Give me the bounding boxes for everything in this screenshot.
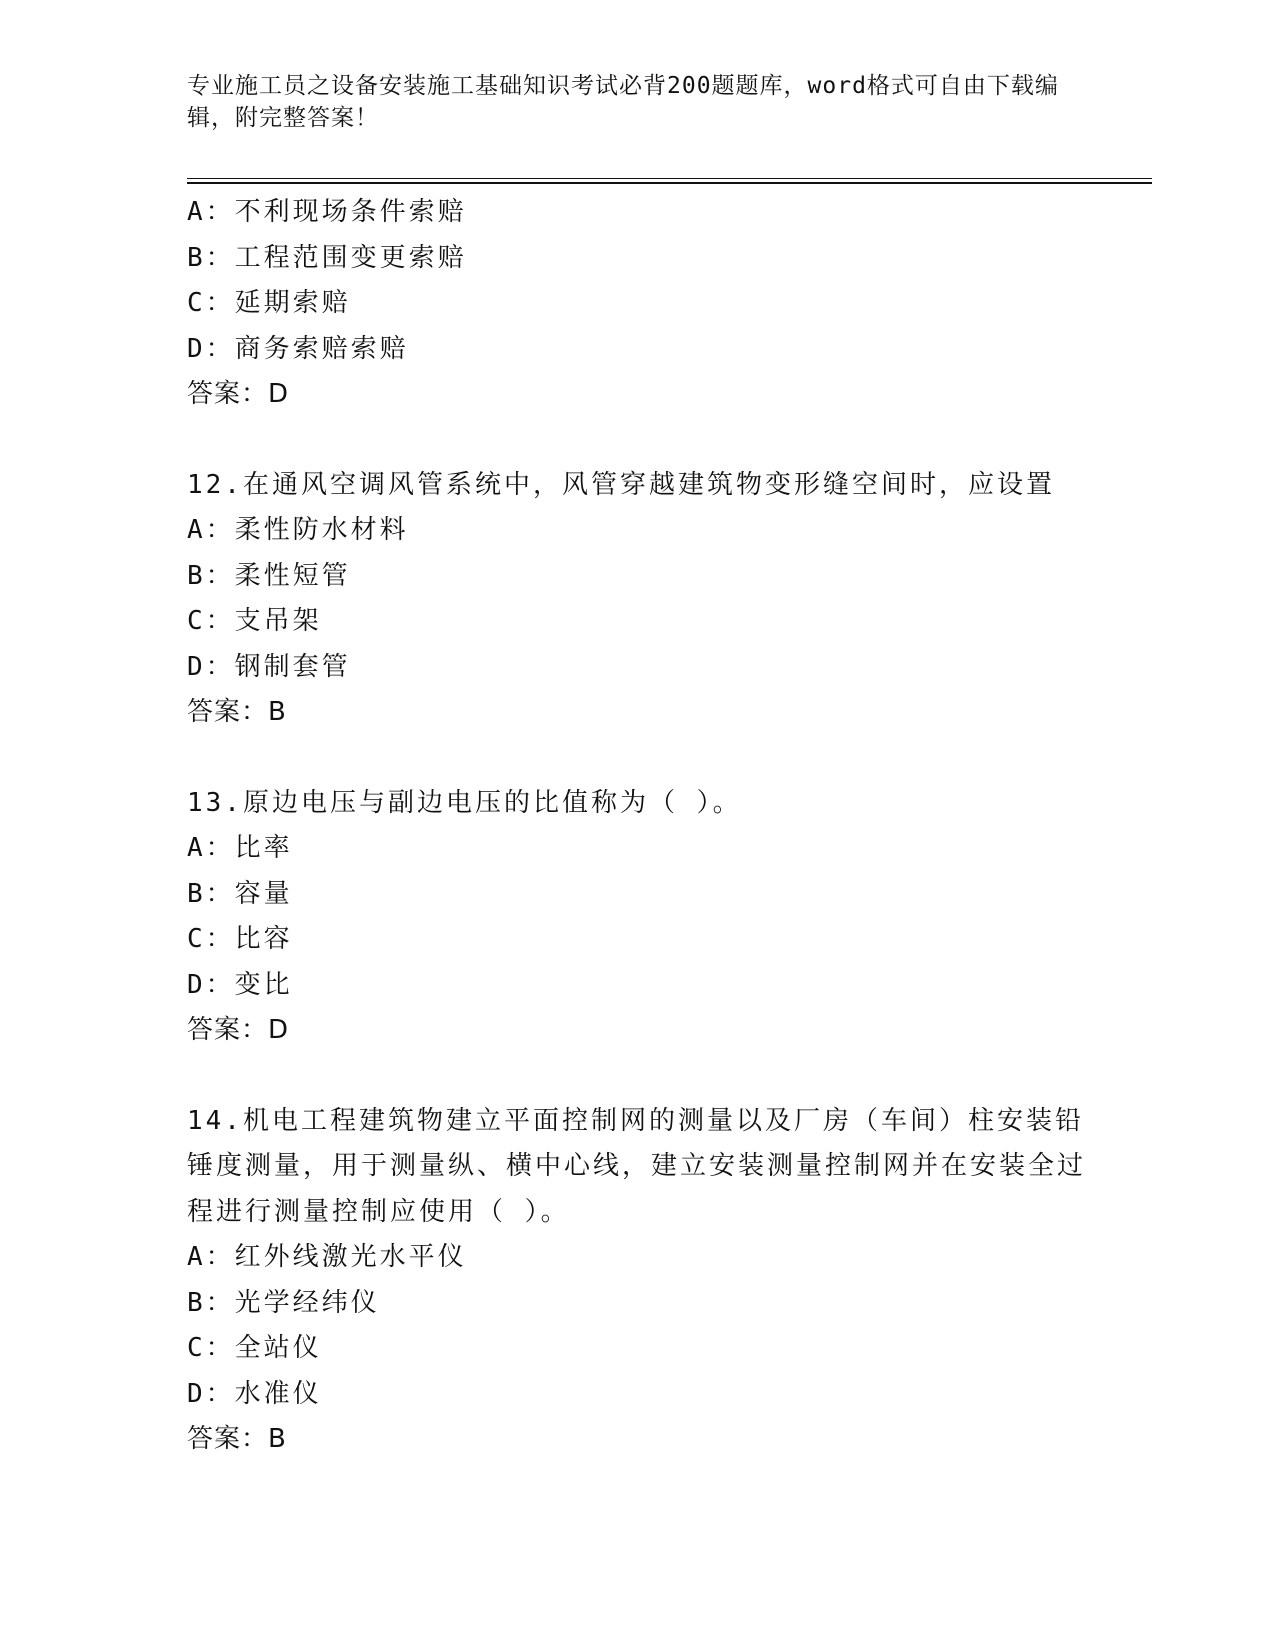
option-b: B：柔性短管	[187, 560, 351, 591]
answer: 答案：D	[187, 379, 290, 409]
question-12	[187, 463, 1087, 736]
question-stem: 14.机电工程建筑物建立平面控制网的测量以及厂房（车间）柱安装铅锤度测量，用于测量纵、横中心线，建立安装测量控制网并在安装全过程进行测量控制应使用（ ）。	[187, 1105, 1087, 1227]
question-11-tail	[187, 190, 1087, 418]
question-stem: 13.原边电压与副边电压的比值称为（ ）。	[187, 787, 742, 818]
option-a: A：不利现场条件索赔	[187, 197, 467, 227]
option-c: C：延期索赔	[187, 288, 351, 318]
spacer	[187, 736, 1087, 781]
option-d: D：变比	[187, 969, 293, 1000]
spacer	[187, 1054, 1087, 1099]
header-rule-thick	[187, 182, 1152, 184]
option-a: A：柔性防水材料	[187, 515, 409, 545]
option-d: D：商务索赔索赔	[187, 333, 409, 364]
option-d: D：钢制套管	[187, 651, 351, 682]
document-body	[187, 190, 1087, 1463]
document-header: 专业施工员之设备安装施工基础知识考试必背200题题库，word格式可自由下载编辑，附完整答案！	[187, 73, 1059, 131]
option-c: C：支吊架	[187, 606, 322, 636]
option-a: A：红外线激光水平仪	[187, 1242, 467, 1272]
question-13	[187, 781, 1087, 1054]
question-14	[187, 1099, 1087, 1463]
option-b: B：工程范围变更索赔	[187, 242, 467, 273]
option-d: D：水准仪	[187, 1378, 322, 1409]
answer: 答案：D	[187, 1015, 290, 1045]
option-b: B：光学经纬仪	[187, 1287, 380, 1318]
question-stem: 12.在通风空调风管系统中，风管穿越建筑物变形缝空间时，应设置	[187, 469, 1055, 500]
option-c: C：比容	[187, 924, 293, 954]
option-b: B：容量	[187, 878, 293, 909]
spacer	[187, 418, 1087, 463]
answer: 答案：B	[187, 1424, 287, 1454]
header-rule-thin	[187, 178, 1152, 179]
option-a: A：比率	[187, 833, 293, 863]
option-c: C：全站仪	[187, 1333, 322, 1363]
answer: 答案：B	[187, 697, 287, 727]
